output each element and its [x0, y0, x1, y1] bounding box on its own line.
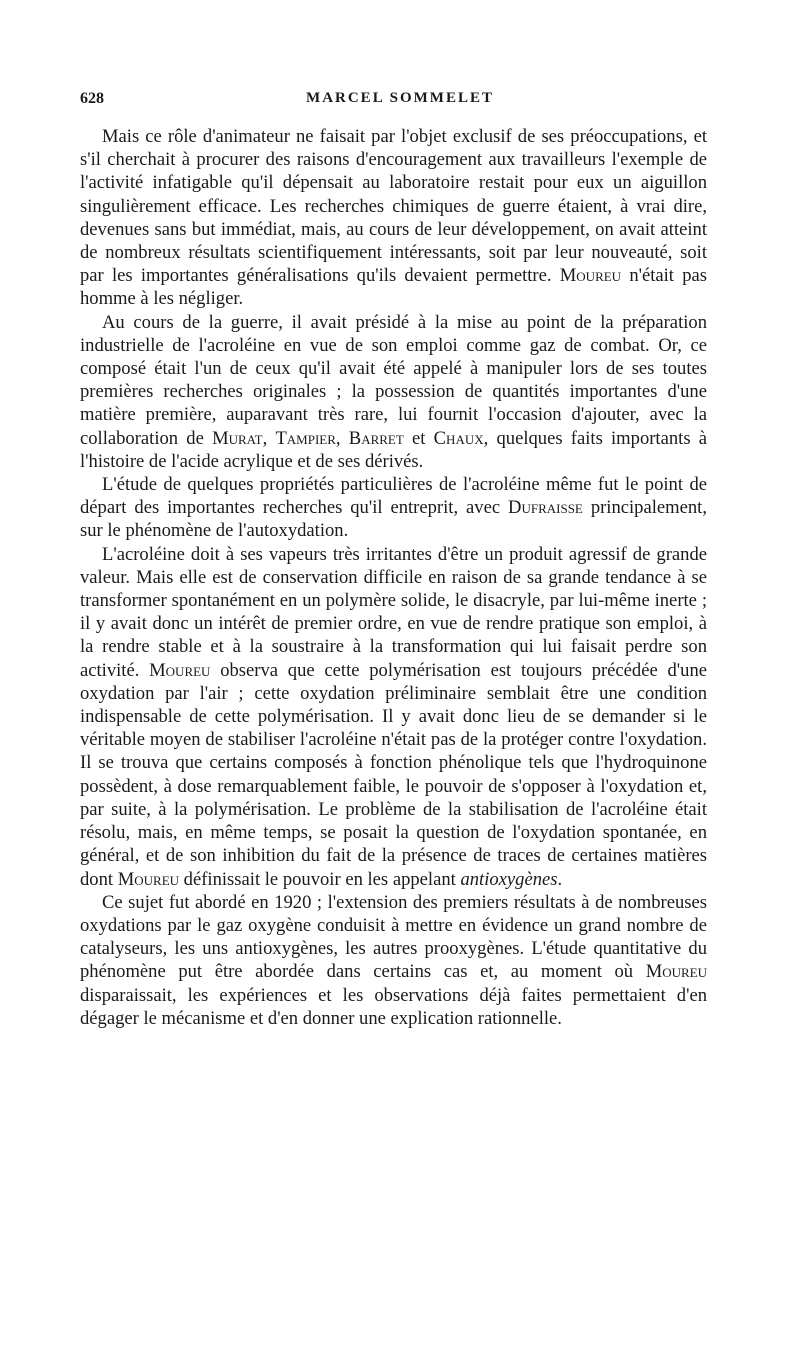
paragraph-5-text-a: Ce sujet fut abordé en 1920 ; l'extension des premiers résultats à de nombreuses oxydations par le gaz oxygène conduisit à mettre en évidence un grand nombre de catalyseurs, les uns antioxygènes, les autres prooxygènes. L'étude quantitative du phénomène put être abordée dans certains cas et, au moment où	[80, 891, 707, 983]
separator: ,	[262, 427, 276, 449]
paragraph-4-text-d: .	[557, 868, 563, 890]
paragraph-3	[80, 473, 707, 543]
paragraph-1-text-b: n'était pas homme à les négliger.	[80, 265, 707, 310]
paragraph-4-text-b: observa que cette polymérisation est toujours précédée d'une oxydation par l'air ; cette oxydation préliminaire semblait être une condition indispensable de cette polymérisation. Il y avait donc lieu de se demander si le véritable moyen de stabiliser l'acroléine n'était pas de la protéger contre l'oxydation. Il se trouva que certains composés à fonction phénolique tels que l'hydroquinone possèdent, à dose remarquablement faible, le pouvoir de s'opposer à l'oxydation et, par suite, à la polymérisation. Le problème de la stabilisation de l'acroléine était résolu, mais, en même temps, se posait la question de l'oxydation spontanée, en général, et de son inhibition du fait de la présence de traces de certaines matières dont	[80, 659, 707, 890]
page-number: 628	[80, 90, 104, 107]
collaborator-name: Dufraisse	[508, 497, 583, 519]
conjunction: et	[403, 427, 434, 449]
author-name: Moureu	[117, 868, 180, 890]
collaborator-name: Chaux	[433, 427, 484, 449]
body-text	[80, 125, 707, 1030]
paragraph-4	[80, 543, 707, 891]
paragraph-2	[80, 311, 707, 473]
paragraph-3-text-a: L'étude de quelques propriétés particulières de l'acroléine même fut le point de départ des importantes recherches qu'il entreprit, avec	[80, 474, 707, 519]
paragraph-2-text-a: Au cours de la guerre, il avait présidé à la mise au point de la préparation industrielle de l'acroléine en vue de son emploi comme gaz de combat. Or, ce composé était l'un de ceux qu'il avait été appelé à manipuler lors de ses toutes premières recherches originales ; la possession de quantités importantes d'une matière première, auparavant très rare, lui fournit l'occasion d'ajouter, avec la collaboration de	[80, 311, 707, 449]
paragraph-3-text-b: principalement, sur le phénomène de l'autoxydation.	[80, 497, 707, 542]
italic-term: antioxygènes	[460, 868, 558, 890]
collaborator-name: Barret	[348, 427, 404, 449]
paragraph-1-text-a: Mais ce rôle d'animateur ne faisait par l'objet exclusif de ses préoccupations, et s'il cherchait à procurer des raisons d'encouragement aux travailleurs l'exemple de l'activité infatigable qu'il dépensait au laboratoire restait pour eux un aiguillon singulièrement efficace. Les recherches chimiques de guerre étaient, à vrai dire, devenues sans but immédiat, mais, au cours de leur développement, on avait atteint de nombreux résultats scientifiquement intéressants, soit par leur nouveauté, soit par les importantes généralisations qu'ils devaient permettre.	[80, 126, 707, 287]
collaborator-name: Murat	[212, 427, 263, 449]
paragraph-2-text-b: , quelques faits importants à l'histoire de l'acide acrylique et de ses dérivés.	[80, 427, 708, 472]
running-title: MARCEL SOMMELET	[306, 90, 494, 106]
paragraph-5-text-b: disparaissait, les expériences et les observations déjà faites permettaient d'en dégager le mécanisme et d'en donner une explication rationnelle.	[80, 984, 707, 1029]
author-name: Moureu	[645, 961, 707, 983]
page-header	[80, 90, 720, 114]
paragraph-1	[80, 125, 707, 311]
author-name: Moureu	[149, 659, 211, 681]
author-name: Moureu	[559, 265, 622, 287]
paragraph-4-text-a: L'acroléine doit à ses vapeurs très irritantes d'être un produit agressif de grande valeur. Mais elle est de conservation difficile en raison de sa grande tendance à se transformer spontanément en un polymère solide, le disacryle, par lui-même inerte ; il y avait donc un intérêt de premier ordre, en vue de rendre pratique son emploi, à la rendre stable et à la soustraire à la transformation qui lui faisait perdre son activité.	[80, 543, 707, 681]
separator: ,	[335, 427, 349, 449]
paragraph-4-text-c: définissait le pouvoir en les appelant	[179, 868, 461, 890]
collaborator-name: Tampier	[275, 427, 336, 449]
paragraph-5	[80, 891, 707, 1030]
